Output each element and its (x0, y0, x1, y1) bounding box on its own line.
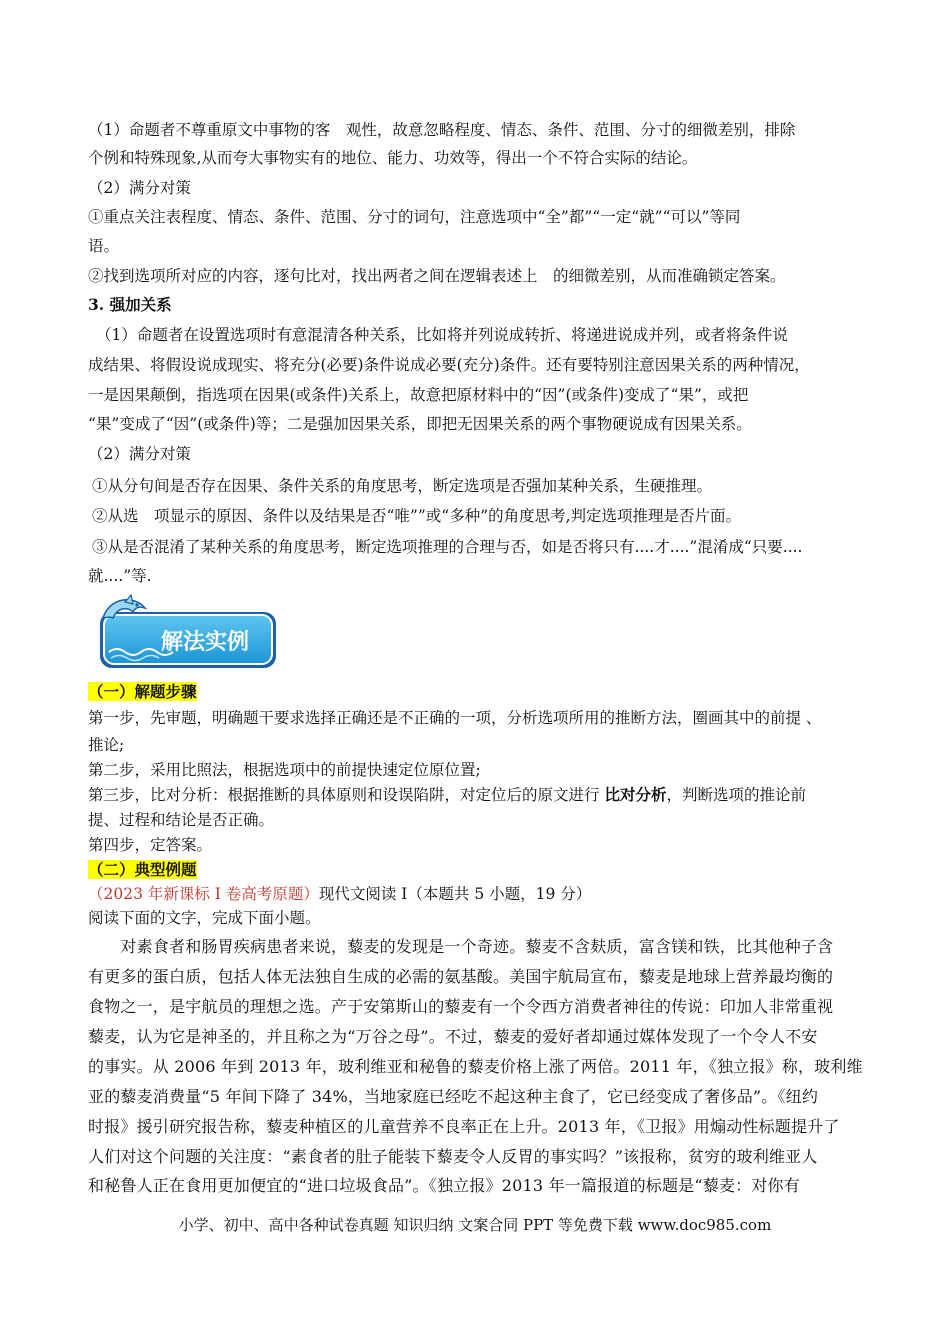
traps-strategy-1-line2: 语。 (88, 237, 120, 255)
step-4: 第四步，定答案。 (88, 836, 213, 854)
step-2: 第二步，采用比照法，根据选项中的前提快速定位原位置; (88, 761, 481, 779)
traps-para1-line2: 个例和特殊现象,从而夸大事物实有的地位、能力、功效等，得出一个不符合实际的结论。 (88, 149, 698, 167)
passage-line: 对素食者和肠胃疾病患者来说，藜麦的发现是一个奇迹。藜麦不含麸质，富含镁和铁，比其他种子含 (88, 937, 834, 956)
relation-para1-line1: （1）命题者在设置选项时有意混清各种关系，比如将并列说成转折、将递进说成并列，或者将条件说 (96, 326, 788, 344)
badge-graphic (95, 594, 281, 672)
passage-line: 食物之一，是宇航员的理想之选。产于安第斯山的藜麦有一个令西方消费者神往的传说：印加人非常重视 (88, 997, 834, 1016)
traps-strategy-2: ②找到选项所对应的内容，逐句比对，找出两者之间在逻辑表述上 的细微差别，从而准确锁定答案。 (88, 267, 786, 285)
example-source-line (88, 884, 591, 904)
passage-line: 藜麦，认为它是神圣的，并且称之为“万谷之母”。不过，藜麦的爱好者却通过媒体发现了一个令人不安 (88, 1027, 818, 1046)
steps-heading (88, 682, 197, 702)
traps-strategy-heading: （2）满分对策 (88, 179, 191, 197)
step-3-line1 (88, 785, 806, 805)
badge-label: 解法实例 (160, 630, 250, 655)
relation-strategy-3-line2: 就....”等. (88, 567, 152, 585)
step-3-emphasis: 比对分析 (604, 785, 667, 804)
solution-example-badge (95, 594, 281, 672)
example-heading (88, 860, 197, 880)
relation-para1-line2: 成结果、将假设说成现实、将充分(必要)条件说成必要(充分)条件。还有要特别注意因果关系的两种情况， (88, 356, 810, 374)
passage-line: 亚的藜麦消费量“5 年间下降了 34%，当地家庭已经吃不起这种主食了，它已经变成了奢侈品”。《纽约 (88, 1087, 819, 1106)
relation-strategy-3-line1: ③从是否混淆了某种关系的角度思考，断定选项推理的合理与否，如是否将只有....才....”混淆成“只要.... (92, 538, 803, 556)
passage-line: 时报》援引研究报告称，藜麦种植区的儿童营养不良率正在上升。2013 年，《卫报》用煽动性标题提升了 (88, 1117, 840, 1136)
relation-strategy-1: ①从分句间是否存在因果、条件关系的角度思考，断定选项是否强加某种关系，生硬推理。 (92, 477, 713, 495)
traps-strategy-1-line1: ①重点关注表程度、情态、条件、范围、分寸的词句，注意选项中“全”都”“一定“就”“可以”等同 (88, 208, 741, 226)
step-1-line1: 第一步，先审题，明确题干要求选择正确还是不正确的一项，分析选项所用的推断方法，圈画其中的前提 、 (88, 709, 822, 727)
relation-para1-line3: 一是因果颠倒，指选项在因果(或条件)关系上，故意把原材料中的“因”(或条件)变成了“果”，或把 (88, 386, 749, 404)
passage-line: 的事实。从 2006 年到 2013 年，玻利维亚和秘鲁的藜麦价格上涨了两倍。2011 年，《独立报》称，玻利维 (88, 1057, 863, 1076)
section-heading-3: 3. 强加关系 (88, 295, 172, 314)
step-3-text-pre: 第三步，比对分析：根据推断的具体原则和设误陷阱，对定位后的原文进行 (88, 786, 605, 804)
passage-line: 人们对这个问题的关注度：“素食者的肚子能装下藜麦令人反胃的事实吗？”该报称，贫穷的玻利维亚人 (88, 1147, 818, 1166)
relation-para1-line4: “果”变成了“因”(或条件)等；二是强加因果关系，即把无因果关系的两个事物硬说成有因果关系。 (88, 415, 752, 433)
traps-para1-line1: （1）命题者不尊重原文中事物的客 观性，故意忽略程度、情态、条件、范围、分寸的细微差别，排除 (88, 121, 796, 139)
passage-line: 有更多的蛋白质，包括人体无法独自生成的必需的氨基酸。美国宇航局宣布，藜麦是地球上营养最均衡的 (88, 967, 834, 986)
example-source-rest: 现代文阅读 I（本题共 5 小题，19 分） (318, 885, 592, 903)
steps-heading-text: （一）解题步骤 (88, 682, 197, 701)
example-heading-text: （二）典型例题 (88, 860, 197, 879)
step-1-line2: 推论; (88, 736, 125, 754)
step-3-line2: 提、过程和结论是否正确。 (88, 811, 275, 829)
relation-strategy-2: ②从选 项显示的原因、条件以及结果是否“唯””或“多种”的角度思考,判定选项推理是否片面。 (92, 507, 742, 525)
step-3-text-post: ，判断选项的推论前 (666, 786, 806, 804)
passage-line: 和秘鲁人正在食用更加便宜的“进口垃圾食品”。《独立报》2013 年一篇报道的标题是“藜麦：对你有 (88, 1176, 800, 1195)
page-footer: 小学、初中、高中各种试卷真题 知识归纳 文案合同 PPT 等免费下载 www.doc985.com (178, 1216, 772, 1234)
example-instruction: 阅读下面的文字，完成下面小题。 (88, 909, 321, 927)
example-source: （2023 年新课标 I 卷高考原题） (88, 885, 319, 903)
relation-strategy-heading: （2）满分对策 (88, 445, 191, 463)
